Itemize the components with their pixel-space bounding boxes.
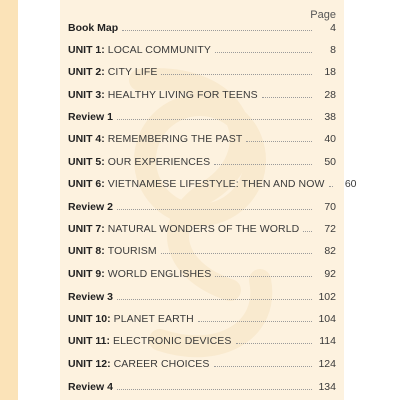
dot-leader [246, 140, 312, 142]
toc-entry-label: Review 1 [68, 111, 113, 123]
dot-leader [214, 163, 312, 165]
toc-entry[interactable] [68, 62, 336, 78]
dot-leader [215, 275, 312, 277]
toc-entry-page: 70 [324, 201, 336, 213]
toc-entry-label: Review 2 [68, 201, 113, 213]
toc-entry-title: WORLD ENGLISHES [107, 268, 212, 280]
toc-entry-title: CAREER CHOICES [113, 358, 210, 370]
toc-entry-label: Review 4 [68, 381, 113, 393]
toc-entry-page: 102 [318, 291, 336, 303]
toc-entry-label: UNIT 1: [68, 44, 105, 56]
dot-leader [117, 208, 312, 210]
dot-leader [161, 73, 312, 75]
toc-entry[interactable] [68, 264, 336, 280]
toc-entry[interactable] [68, 152, 336, 168]
toc-entry-page: 82 [324, 245, 336, 257]
toc-entry-label: UNIT 2: [68, 66, 105, 78]
toc-entry-page: 18 [324, 66, 336, 78]
toc-entry-label: UNIT 12: [68, 358, 111, 370]
toc-entry-label: Review 3 [68, 291, 113, 303]
left-margin-band [0, 0, 18, 400]
dot-leader [329, 185, 333, 187]
toc-entry[interactable] [68, 287, 336, 303]
dot-leader [215, 51, 312, 53]
toc-entry-label: UNIT 4: [68, 133, 105, 145]
toc-entry-page: 104 [318, 313, 336, 325]
toc-entry-title: PLANET EARTH [113, 313, 194, 325]
dot-leader [161, 252, 312, 254]
toc-entry-page: 60 [344, 178, 357, 190]
toc-entry-page: 38 [324, 111, 336, 123]
dot-leader [122, 29, 312, 31]
dot-leader [117, 118, 312, 120]
toc-entry-title: LOCAL COMMUNITY [107, 44, 211, 56]
toc-entry-label: UNIT 7: [68, 223, 105, 235]
toc-entry-title: NATURAL WONDERS OF THE WORLD [107, 223, 300, 235]
dot-leader [214, 365, 312, 367]
toc-entry[interactable] [68, 309, 336, 325]
toc-entry-title: TOURISM [107, 245, 157, 257]
toc-entry-label: UNIT 10: [68, 313, 111, 325]
toc-entry-label: Book Map [68, 22, 119, 34]
toc-entry-title: ELECTRONIC DEVICES [113, 335, 232, 347]
toc-entry-label: UNIT 3: [68, 89, 105, 101]
toc-entry-page: 114 [319, 335, 336, 347]
toc-entry-page: 8 [330, 44, 336, 56]
toc-entry[interactable] [68, 174, 357, 190]
dot-leader [303, 230, 312, 232]
toc-entry[interactable] [68, 85, 336, 101]
toc-entry-title: REMEMBERING THE PAST [107, 133, 243, 145]
toc-entry-label: UNIT 11: [68, 335, 111, 347]
dot-leader [198, 320, 312, 322]
toc-entry[interactable] [68, 40, 336, 56]
toc-entry-page: 4 [330, 22, 336, 34]
dot-leader [117, 298, 312, 300]
toc-entry-title: CITY LIFE [107, 66, 158, 78]
dot-leader [117, 388, 312, 390]
toc-entry[interactable] [68, 129, 336, 145]
toc-entry[interactable] [68, 241, 336, 257]
toc-entry[interactable] [68, 331, 336, 347]
toc-entry[interactable] [68, 107, 336, 123]
dot-leader [236, 342, 312, 344]
page-column-header: Page [310, 9, 336, 21]
toc-entry[interactable] [68, 377, 336, 393]
toc-entry-label: UNIT 8: [68, 245, 105, 257]
toc-entry[interactable] [68, 219, 336, 235]
toc-entry-label: UNIT 9: [68, 268, 105, 280]
toc-entry-label: UNIT 5: [68, 156, 105, 168]
toc-entry-page: 92 [324, 268, 336, 280]
toc-entry-page: 72 [324, 223, 336, 235]
toc-entry-page: 134 [318, 381, 336, 393]
toc-entry-page: 40 [324, 133, 336, 145]
toc-entry-title: OUR EXPERIENCES [107, 156, 211, 168]
toc-entry-title: VIETNAMESE LIFESTYLE: THEN AND NOW [107, 178, 325, 190]
toc-entry-page: 50 [324, 156, 336, 168]
toc-entry[interactable] [68, 197, 336, 213]
toc-entry-page: 28 [324, 89, 336, 101]
dot-leader [262, 96, 312, 98]
toc-entry-page: 124 [318, 358, 336, 370]
toc-entry-label: UNIT 6: [68, 178, 105, 190]
toc-entry-title: HEALTHY LIVING FOR TEENS [107, 89, 258, 101]
toc-entry[interactable] [68, 18, 336, 34]
toc-entry[interactable] [68, 354, 336, 370]
